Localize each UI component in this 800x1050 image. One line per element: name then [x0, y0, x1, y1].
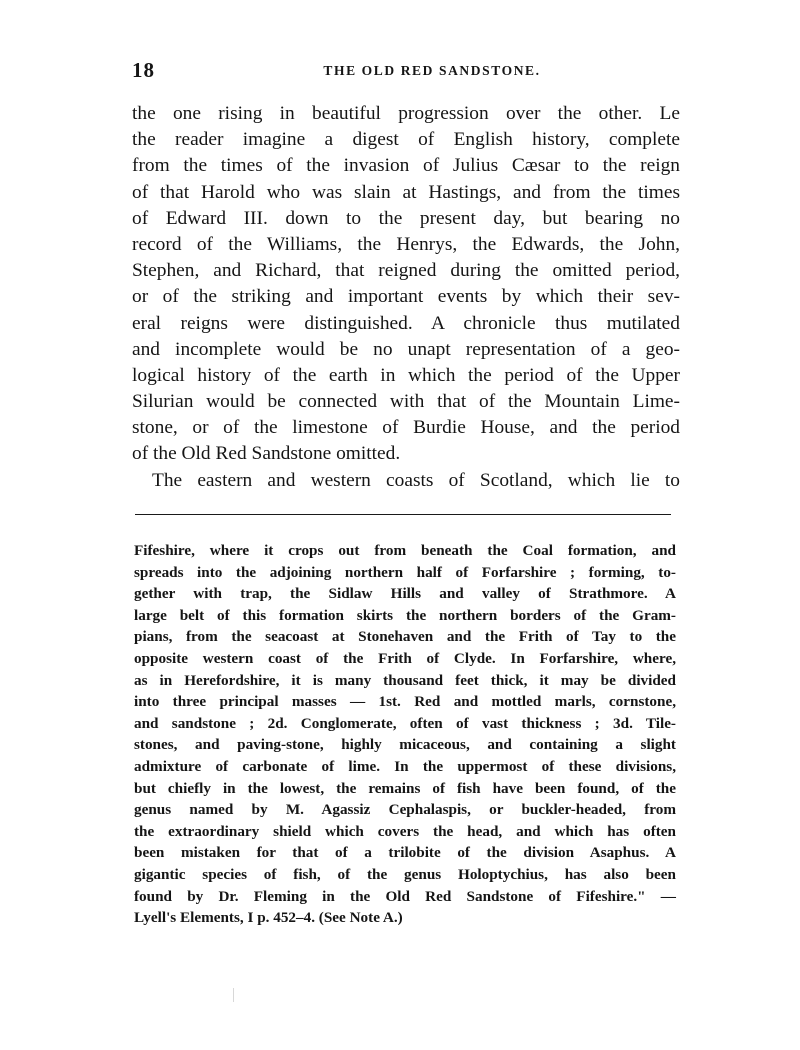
footnote-line: the extraordinary shield which covers the head, and which has often [134, 822, 676, 840]
page-header [132, 58, 692, 86]
footnote-line: spreads into the adjoining northern half of Forfarshire ; forming, to- [134, 563, 676, 581]
body-line: and incomplete would be no unapt representation of a geo- [132, 338, 680, 360]
running-title: THE OLD RED SANDSTONE. [323, 63, 541, 78]
body-line: from the times of the invasion of Julius Cæsar to the reign [132, 155, 680, 177]
footnote-line: found by Dr. Fleming in the Old Red Sandstone of Fifeshire." — [134, 887, 676, 905]
footnote-line: pians, from the seacoast at Stonehaven and the Frith of Tay to the [134, 628, 676, 646]
body-line: of Edward III. down to the present day, but bearing no [132, 207, 680, 229]
body-line: eral reigns were distinguished. A chronicle thus mutilated [132, 312, 680, 334]
footnote-line: Lyell's Elements, I p. 452–4. (See Note A.) [134, 909, 403, 927]
body-line: logical history of the earth in which the period of the Upper [132, 364, 680, 386]
scan-mark [233, 988, 234, 1002]
footnote-line: Fifeshire, where it crops out from beneath the Coal formation, and [134, 542, 676, 559]
body-line: Stephen, and Richard, that reigned during the omitted period, [132, 260, 680, 282]
footnote-line: gigantic species of fish, of the genus Holoptychius, has also been [134, 865, 676, 883]
body-line: record of the Williams, the Henrys, the Edwards, the John, [132, 233, 680, 255]
body-line: of that Harold who was slain at Hastings, and from the times [132, 181, 680, 203]
footnote-line: genus named by M. Agassiz Cephalaspis, or buckler-headed, from [134, 801, 676, 819]
footnote-line: opposite western coast of the Frith of Clyde. In Forfarshire, where, [134, 649, 676, 667]
body-line: Silurian would be connected with that of the Mountain Lime- [132, 391, 680, 413]
footnote-line: been mistaken for that of a trilobite of the division Asaphus. A [134, 844, 676, 862]
footnote-line: admixture of carbonate of lime. In the uppermost of these divisions, [134, 757, 676, 775]
page-number: 18 [132, 58, 155, 82]
body-line: the reader imagine a digest of English history, complete [132, 129, 680, 151]
footnote-divider [135, 514, 671, 515]
body-line: or of the striking and important events by which their sev- [132, 286, 680, 308]
body-line: stone, or of the limestone of Burdie House, and the period [132, 417, 680, 439]
footnote-line: into three principal masses — 1st. Red and mottled marls, cornstone, [134, 693, 676, 711]
body-line: of the Old Red Sandstone omitted. [132, 443, 401, 465]
body-line: The eastern and western coasts of Scotland, which lie to [152, 469, 680, 491]
footnote-line: as in Herefordshire, it is many thousand feet thick, it may be divided [134, 671, 676, 689]
footnote-line: gether with trap, the Sidlaw Hills and valley of Strathmore. A [134, 585, 676, 603]
footnote-line: large belt of this formation skirts the northern borders of the Gram- [134, 606, 676, 624]
body-text [132, 101, 680, 494]
footnote-line: stones, and paving-stone, highly micaceous, and containing a slight [134, 736, 676, 754]
footnote [134, 540, 676, 929]
body-line: the one rising in beautiful progression over the other. Le [132, 103, 680, 124]
footnote-line: and sandstone ; 2d. Conglomerate, often of vast thickness ; 3d. Tile- [134, 714, 676, 732]
footnote-line: but chiefly in the lowest, the remains of fish have been found, of the [134, 779, 676, 797]
